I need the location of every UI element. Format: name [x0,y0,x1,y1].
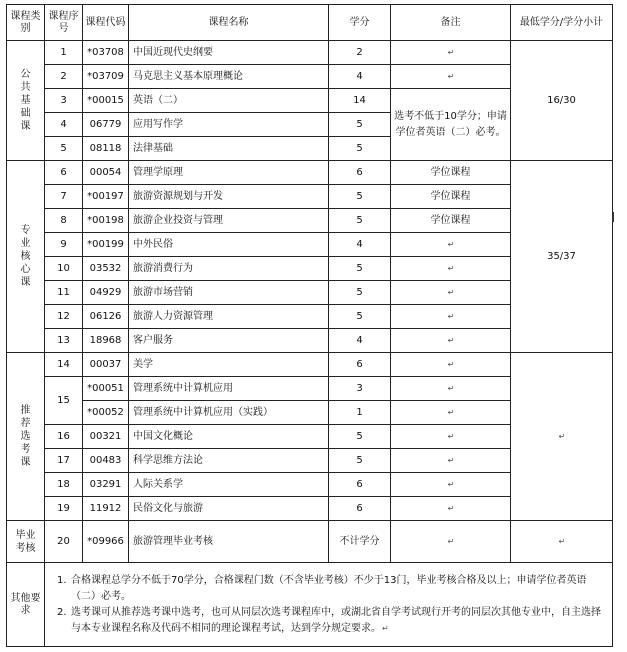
course-credit: 6 [329,353,391,377]
course-code: 11912 [83,497,129,521]
course-credit: 5 [329,425,391,449]
course-code: 03291 [83,473,129,497]
course-name: 旅游消费行为 [129,257,329,281]
requirements-row [7,563,613,647]
category-label: 推 荐 选 考 课 [7,353,45,521]
course-name: 旅游资源规划与开发 [129,185,329,209]
min-credit-subtotal: 16/30 [511,41,613,161]
course-code: 00483 [83,449,129,473]
course-seq: 7 [45,185,83,209]
course-credit: 5 [329,305,391,329]
category-label: 毕业 考核 [7,521,45,563]
course-credit: 5 [329,185,391,209]
course-name: 旅游市场营销 [129,281,329,305]
public-remark: 选考不低于10学分；申请学位者英语（二）必考。 [391,89,511,161]
table-row [7,353,613,377]
course-remark: 学位课程 [391,209,511,233]
course-seq: 2 [45,65,83,89]
course-code: 00037 [83,353,129,377]
header-row [7,5,613,41]
course-remark: ↵ [391,305,511,329]
course-credit: 6 [329,497,391,521]
course-credit: 3 [329,377,391,401]
course-name: 管理学原理 [129,161,329,185]
course-credit: 14 [329,89,391,113]
course-name: 科学思维方法论 [129,449,329,473]
course-seq: 13 [45,329,83,353]
course-remark: ↵ [391,521,511,563]
course-remark: ↵ [391,377,511,401]
course-remark: ↵ [391,257,511,281]
course-credit: 5 [329,113,391,137]
header-remark: 备注 [391,5,511,41]
course-code: 03532 [83,257,129,281]
course-code: 00054 [83,161,129,185]
course-seq: 19 [45,497,83,521]
course-credit: 2 [329,41,391,65]
course-remark: ↵ [391,281,511,305]
course-name: 英语（二） [129,89,329,113]
course-seq: 18 [45,473,83,497]
header-category: 课程类别 [7,5,45,41]
course-seq: 1 [45,41,83,65]
course-remark: ↵ [391,401,511,425]
course-name: 客户服务 [129,329,329,353]
table-row [7,161,613,185]
course-seq: 8 [45,209,83,233]
table-row [7,41,613,65]
course-credit: 6 [329,161,391,185]
course-credit: 5 [329,257,391,281]
course-seq: 4 [45,113,83,137]
course-name: 美学 [129,353,329,377]
course-code: *00198 [83,209,129,233]
header-seq: 课程序号 [45,5,83,41]
course-name: 旅游企业投资与管理 [129,209,329,233]
course-remark: ↵ [391,65,511,89]
course-code: *00052 [83,401,129,425]
course-code: *00051 [83,377,129,401]
course-name: 中外民俗 [129,233,329,257]
course-name: 民俗文化与旅游 [129,497,329,521]
table-row [7,521,613,563]
course-remark: ↵ [391,233,511,257]
course-seq: 15 [45,377,83,425]
course-seq: 9 [45,233,83,257]
course-credit: 1 [329,401,391,425]
course-name: 管理系统中计算机应用 [129,377,329,401]
course-remark: ↵ [391,449,511,473]
header-name: 课程名称 [129,5,329,41]
course-code: *00197 [83,185,129,209]
course-credit: 4 [329,233,391,257]
header-credit: 学分 [329,5,391,41]
requirements-label: 其他要求 [7,563,45,647]
course-code: *00199 [83,233,129,257]
course-name: 旅游管理毕业考核 [129,521,329,563]
course-code: *00015 [83,89,129,113]
min-credit-subtotal: ↵ [511,521,613,563]
course-code: 18968 [83,329,129,353]
course-credit: 5 [329,281,391,305]
course-name: 人际关系学 [129,473,329,497]
course-code: 00321 [83,425,129,449]
category-label: 公 共 基 础 课 [7,41,45,161]
course-credit: 不计学分 [329,521,391,563]
course-seq: 17 [45,449,83,473]
course-remark: ↵ [391,497,511,521]
course-seq: 6 [45,161,83,185]
course-code: 04929 [83,281,129,305]
course-remark: 学位课程 [391,161,511,185]
course-credit: 6 [329,473,391,497]
header-code: 课程代码 [83,5,129,41]
header-min-credit: 最低学分/学分小计 [511,5,613,41]
category-label: 专 业 核 心 课 [7,161,45,353]
course-name: 中国近现代史纲要 [129,41,329,65]
course-code: 06779 [83,113,129,137]
course-table [6,4,613,647]
course-seq: 16 [45,425,83,449]
course-name: 马克思主义基本原理概论 [129,65,329,89]
course-credit: 5 [329,137,391,161]
text-cursor [612,212,614,222]
course-code: *03709 [83,65,129,89]
course-remark: ↵ [391,473,511,497]
course-name: 管理系统中计算机应用（实践） [129,401,329,425]
course-seq: 5 [45,137,83,161]
min-credit-subtotal: ↵ [511,353,613,521]
course-seq: 11 [45,281,83,305]
course-code: 06126 [83,305,129,329]
course-name: 旅游人力资源管理 [129,305,329,329]
course-seq: 3 [45,89,83,113]
course-remark: ↵ [391,41,511,65]
course-remark: ↵ [391,353,511,377]
course-credit: 4 [329,329,391,353]
course-credit: 4 [329,65,391,89]
course-code: *09966 [83,521,129,563]
course-name: 中国文化概论 [129,425,329,449]
course-seq: 10 [45,257,83,281]
course-name: 应用写作学 [129,113,329,137]
course-remark: 学位课程 [391,185,511,209]
course-remark: ↵ [391,425,511,449]
course-credit: 5 [329,209,391,233]
course-remark: ↵ [391,329,511,353]
course-code: 08118 [83,137,129,161]
requirement-item: 2. 选考课可从推荐选考课中选考，也可从同层次选考课程库中，或湖北省自学考试现行开考的同层次其他专业中，自主选择与本专业课程名称及代码不相同的理论课程考试，达到学分规定要求。↵ [57,606,601,634]
course-seq: 12 [45,305,83,329]
course-seq: 20 [45,521,83,563]
course-seq: 14 [45,353,83,377]
requirements-content [45,563,613,647]
course-code: *03708 [83,41,129,65]
course-name: 法律基础 [129,137,329,161]
requirement-item: 1. 合格课程总学分不低于70学分，合格课程门数（不含毕业考核）不少于13门，毕业考核合格及以上；申请学位者英语（二）必考。 [57,574,587,602]
min-credit-subtotal: 35/37 [511,161,613,353]
course-credit: 5 [329,449,391,473]
